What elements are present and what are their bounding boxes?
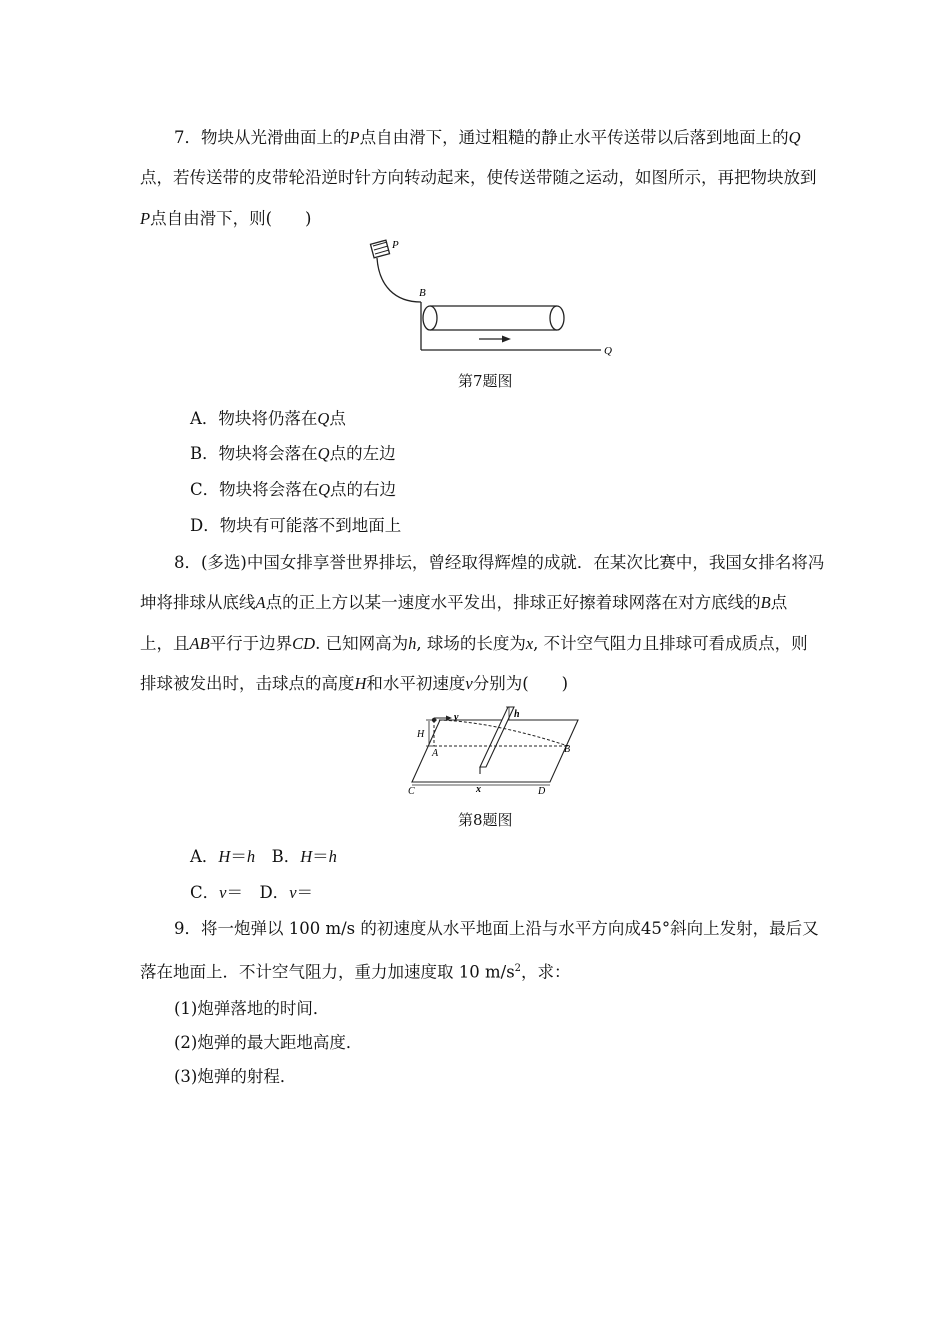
q7-caption: 第7题图 (458, 372, 513, 390)
q7-option-b: B．物块将会落在Q点的左边 (190, 444, 396, 463)
q8-line2: 坤将排球从底线A点的正上方以某一速度水平发出，排球正好擦着球网落在对方底线的B点 (140, 593, 788, 612)
q8-caption: 第8题图 (458, 811, 513, 829)
q9-sub2: (2)炮弹的最大距地高度． (174, 1033, 363, 1052)
label-H: H (417, 729, 425, 740)
q9-sub1: (1)炮弹落地的时间． (174, 999, 330, 1018)
conveyor-belt (423, 306, 564, 330)
q8-line4: 排球被发出时，击球点的高度H和水平初速度v分别为( ) (140, 674, 569, 693)
q7-option-a: A．物块将仍落在Q点 (190, 409, 346, 428)
label-D: D (538, 786, 546, 797)
label-C: C (408, 786, 415, 797)
label-A: A (432, 748, 439, 759)
q9-line2: 落在地面上．不计空气阻力，重力加速度取 10 $m/s^2$，求： (140, 962, 571, 982)
smooth-curve (377, 258, 421, 302)
q8-options-ab: A．H＝h B．H＝h (190, 847, 337, 866)
q7-option-c: C．物块将会落在Q点的右边 (190, 480, 397, 499)
label-q: Q (604, 345, 612, 357)
q8-options-cd: C．v＝ D．v＝ (190, 883, 314, 902)
q9-line1: 9．将一炮弹以 100 m/s 的初速度从水平地面上沿与水平方向成45°斜向上发射，最后又 (174, 919, 819, 938)
label-h: h (514, 709, 520, 720)
q8-figure (400, 700, 590, 800)
block (370, 240, 389, 258)
q7-figure (365, 236, 625, 362)
label-B: B (564, 744, 571, 755)
label-v: v (454, 712, 459, 723)
q8-line3: 上，且AB平行于边界CD. 已知网高为h, 球场的长度为x, 不计空气阻力且排球可看成质点，则 (140, 634, 808, 653)
label-p: P (392, 239, 399, 251)
q8-line1: 8．(多选)中国女排享誉世界排坛，曾经取得辉煌的成就．在某次比赛中，我国女排名将冯 (174, 553, 825, 572)
q7-option-d: D．物块有可能落不到地面上 (190, 516, 402, 535)
q7-line3: P点自由滑下，则( ) (140, 209, 312, 228)
q7-line1: 7．物块从光滑曲面上的P点自由滑下，通过粗糙的静止水平传送带以后落到地面上的Q (174, 128, 801, 147)
q7-line2: 点，若传送带的皮带轮沿逆时针方向转动起来，使传送带随之运动，如图所示，再把物块放到 (140, 168, 817, 187)
label-b: B (419, 287, 426, 299)
arrow-right-icon (479, 336, 511, 343)
q9-sub3: (3)炮弹的射程． (174, 1067, 297, 1086)
label-x: x (476, 784, 481, 795)
